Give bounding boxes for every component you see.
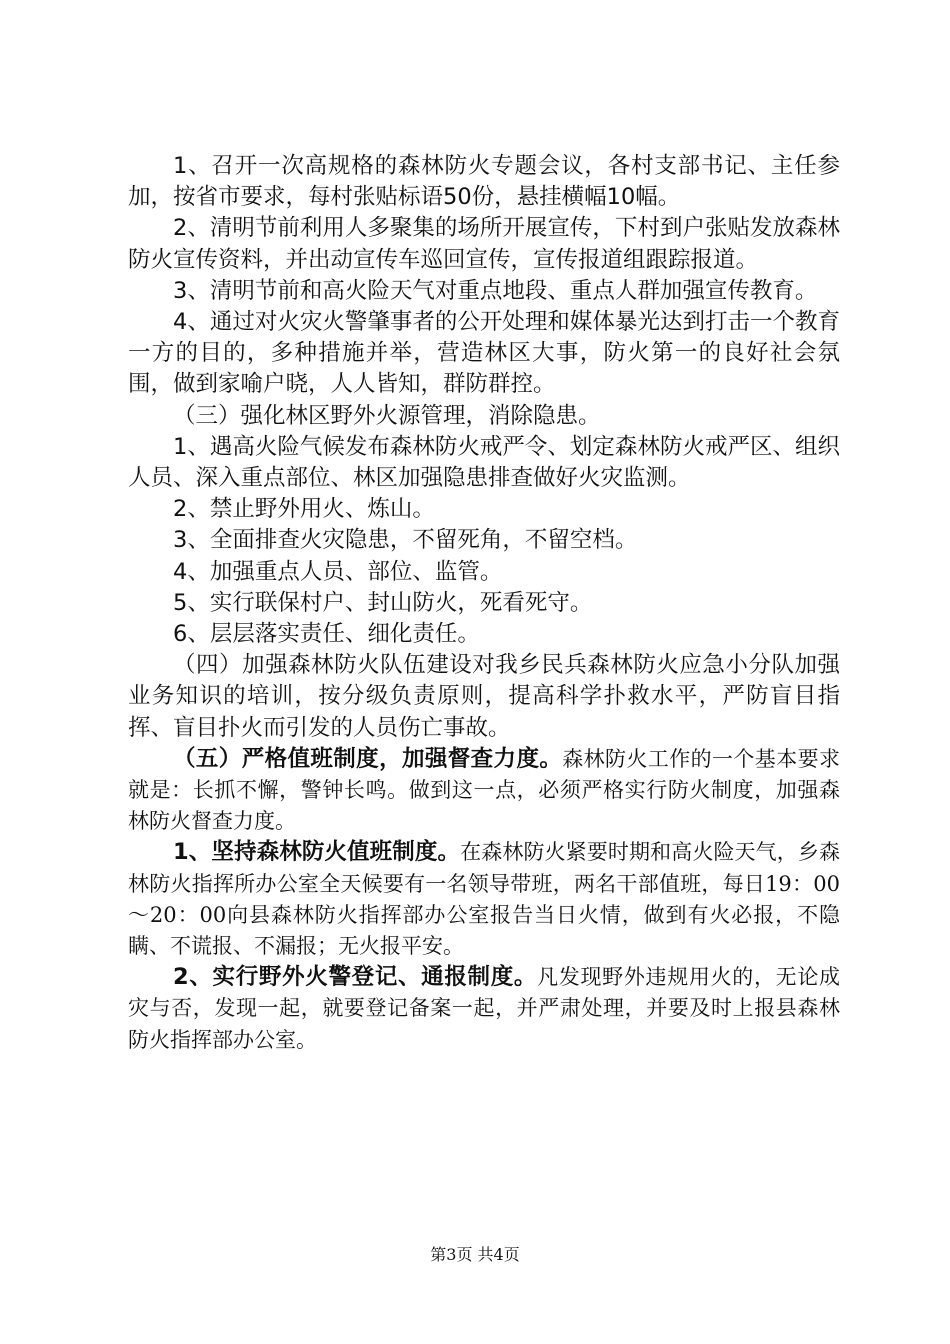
- item-2-paragraph: [128, 962, 840, 1056]
- paragraph-3: 3、清明节前和高火险天气对重点地段、重点人群加强宣传教育。: [173, 277, 818, 304]
- item-1-body: 在森林防火紧要时期和高火险天气，乡森林防火指挥所办公室全天候要有一名领导带班，两名干部值班，每日19：00～20：00向县森林防火指挥部办公室报告当日火情，做到有火必报，不隐瞒、不谎报、不漏报；无火报平安。: [128, 840, 841, 959]
- paragraph-10: 6、层层落实责任、细化责任。: [173, 621, 480, 648]
- paragraph-9: 5、实行联保村户、封山防火，死看死守。: [173, 589, 593, 616]
- section-heading-4: （四）加强森林防火队伍建设对我乡民兵森林防火应急小分队加强业务知识的培训，按分级负责原则，提高科学扑救水平，严防盲目指挥、盲目扑火而引发的人员伤亡事故。: [128, 652, 840, 741]
- item-2-body: 凡发现野外违规用火的，无论成灾与否，发现一起，就要登记备案一起，并严肃处理，并要及时上报县森林防火指挥部办公室。: [128, 965, 841, 1052]
- paragraph-2: 2、清明节前利用人多聚集的场所开展宣传，下村到户张贴发放森林防火宣传资料，并出动宣传车巡回宣传，宣传报道组跟踪报道。: [128, 215, 840, 273]
- paragraph-8: 4、加强重点人员、部位、监管。: [173, 558, 503, 585]
- section-heading-3: （三）强化林区野外火源管理，消除隐患。: [173, 402, 601, 429]
- item-1-paragraph: [128, 837, 840, 962]
- paragraph-4: 4、通过对火灾火警肇事者的公开处理和媒体暴光达到打击一个教育一方的目的，多种措施并举，营造林区大事，防火第一的良好社会氛围，做到家喻户晓，人人皆知，群防群控。: [128, 309, 840, 398]
- item-2-lead: 2、实行野外火警登记、通报制度。: [173, 964, 538, 991]
- section-5-lead: （五）严格值班制度，加强督查力度。: [173, 745, 563, 772]
- paragraph-5: 1、遇高火险气候发布森林防火戒严令、划定森林防火戒严区、组织人员、深入重点部位、林区加强隐患排查做好火灾监测。: [128, 433, 840, 492]
- item-1-lead: 1、坚持森林防火值班制度。: [173, 839, 461, 866]
- document-body: [128, 151, 840, 1056]
- section-5-body: 森林防火工作的一个基本要求就是：长抓不懈，警钟长鸣。做到这一点，必须严格实行防火制度，加强森林防火督查力度。: [128, 746, 840, 834]
- section-5-paragraph: [128, 744, 840, 838]
- paragraph-6: 2、禁止野外用火、炼山。: [173, 496, 435, 523]
- paragraph-1: 1、召开一次高规格的森林防火专题会议，各村支部书记、主任参加，按省市要求，每村张贴标语50份，悬挂横幅10幅。: [128, 153, 840, 211]
- paragraph-7: 3、全面排查火灾隐患，不留死角，不留空档。: [173, 527, 638, 554]
- page-footer: 第3页 共4页: [430, 1245, 520, 1264]
